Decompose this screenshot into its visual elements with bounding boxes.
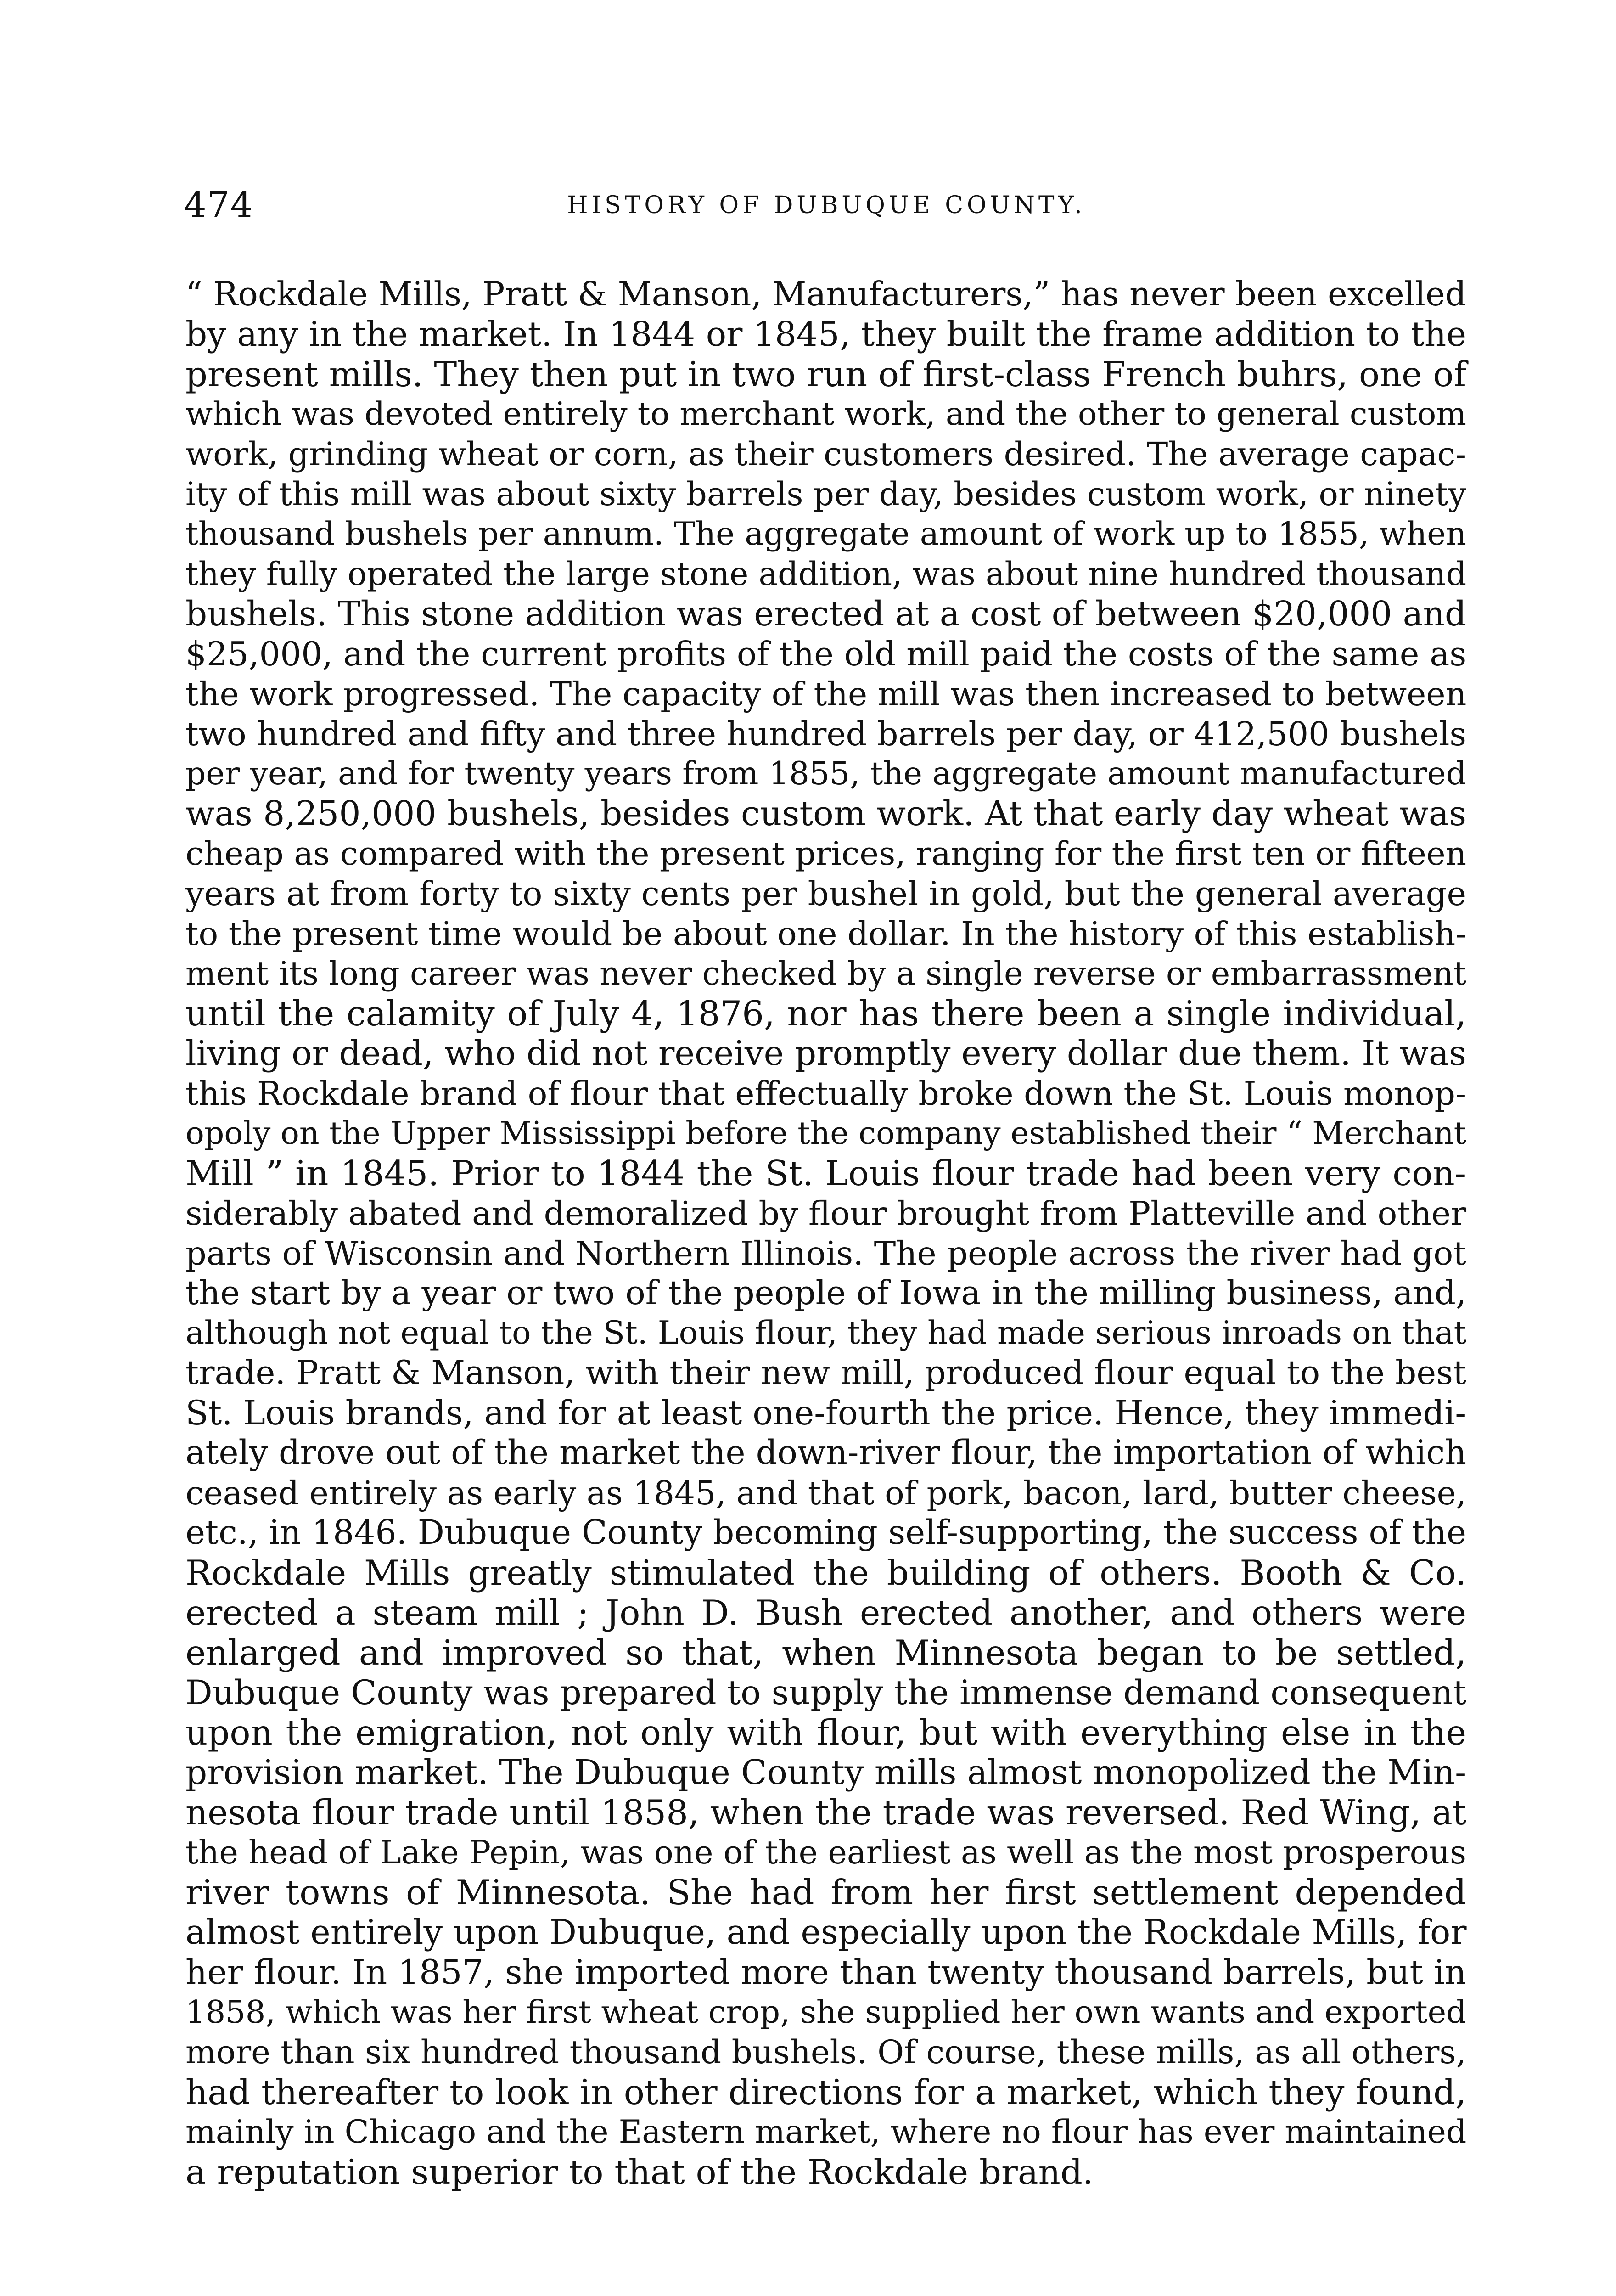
text-line: ity of this mill was about sixty barrels per day, besides custom work, or ninety <box>185 475 1466 513</box>
text-line: siderably abated and demoralized by flour brought from Platteville and other <box>185 1194 1466 1232</box>
text-line: erected a steam mill ; John D. Bush erected another, and others were <box>185 1593 1466 1633</box>
text-line: Rockdale Mills greatly stimulated the building of others. Booth & Co. <box>185 1553 1466 1593</box>
text-line: more than six hundred thousand bushels. Of course, these mills, as all others, <box>185 2033 1466 2071</box>
text-line: Mill ” in 1845. Prior to 1844 the St. Louis flour trade had been very con- <box>185 1153 1466 1193</box>
text-line: this Rockdale brand of flour that effectually broke down the St. Louis monop- <box>185 1075 1466 1113</box>
text-line: thousand bushels per annum. The aggregate amount of work up to 1855, when <box>185 516 1466 552</box>
text-line: ately drove out of the market the down-river flour, the importation of which <box>185 1434 1466 1472</box>
text-line: the head of Lake Pepin, was one of the earliest as well as the most prosperous <box>185 1834 1466 1871</box>
text-line: per year, and for twenty years from 1855, the aggregate amount manufactured <box>185 755 1466 792</box>
text-line: opoly on the Upper Mississippi before the company established their “ Merchant <box>185 1115 1466 1152</box>
text-line: was 8,250,000 bushels, besides custom work. At that early day wheat was <box>185 794 1467 833</box>
text-line: river towns of Minnesota. She had from her first settlement depended <box>185 1872 1466 1913</box>
text-line: almost entirely upon Dubuque, and especially upon the Rockdale Mills, for <box>185 1913 1467 1952</box>
text-line: mainly in Chicago and the Eastern market, where no flour has ever maintained <box>185 2114 1467 2150</box>
text-line: bushels. This stone addition was erected at a cost of between $20,000 and <box>185 595 1467 634</box>
text-line: which was devoted entirely to merchant work, and the other to general custom <box>185 396 1466 433</box>
text-line: by any in the market. In 1844 or 1845, they built the frame addition to the <box>185 315 1466 354</box>
text-line: present mills. They then put in two run of first-class French buhrs, one of <box>185 355 1466 394</box>
page-number: 474 <box>184 185 253 226</box>
text-line: to the present time would be about one dollar. In the history of this establish- <box>185 915 1467 953</box>
text-line: they fully operated the large stone addition, was about nine hundred thousand <box>185 556 1467 593</box>
text-line: enlarged and improved so that, when Minnesota began to be settled, <box>185 1632 1466 1673</box>
text-line: ment its long career was never checked by a single reverse or embarrassment <box>185 955 1466 992</box>
text-line: work, grinding wheat or corn, as their customers desired. The average capac- <box>185 435 1466 473</box>
body-paragraph <box>185 275 1466 2192</box>
text-line: trade. Pratt & Manson, with their new mill, produced flour equal to the best <box>185 1354 1466 1392</box>
text-line: nesota flour trade until 1858, when the trade was reversed. Red Wing, at <box>185 1792 1466 1833</box>
text-line: ceased entirely as early as 1845, and that of pork, bacon, lard, butter cheese, <box>185 1474 1466 1512</box>
text-line: Dubuque County was prepared to supply the immense demand consequent <box>185 1673 1467 1712</box>
text-line: the start by a year or two of the people of Iowa in the milling business, and, <box>185 1274 1466 1312</box>
text-line: parts of Wisconsin and Northern Illinois. The people across the river had got <box>185 1234 1466 1272</box>
text-line: cheap as compared with the present prices, ranging for the first ten or fifteen <box>185 835 1467 872</box>
text-line: until the calamity of July 4, 1876, nor has there been a single individual, <box>185 993 1466 1034</box>
text-line: her flour. In 1857, she imported more than twenty thousand barrels, but in <box>185 1953 1466 1992</box>
text-line: had thereafter to look in other directions for a market, which they found, <box>185 2072 1466 2112</box>
text-line: years at from forty to sixty cents per bushel in gold, but the general average <box>185 874 1466 913</box>
text-line: although not equal to the St. Louis flour, they had made serious inroads on that <box>185 1315 1467 1351</box>
text-line: 1858, which was her first wheat crop, she supplied her own wants and exported <box>185 1994 1466 2031</box>
text-line: a reputation superior to that of the Rockdale brand. <box>185 2152 1094 2192</box>
text-line: etc., in 1846. Dubuque County becoming self-supporting, the success of the <box>185 1514 1466 1552</box>
running-head <box>184 180 1469 231</box>
running-title: HISTORY OF DUBUQUE COUNTY. <box>567 191 1086 219</box>
text-line: living or dead, who did not receive promptly every dollar due them. It was <box>185 1034 1466 1073</box>
text-line: upon the emigration, not only with flour, but with everything else in the <box>185 1712 1466 1753</box>
text-line: provision market. The Dubuque County mills almost monopolized the Min- <box>185 1753 1466 1792</box>
text-line: $25,000, and the current profits of the old mill paid the costs of the same as <box>185 635 1467 673</box>
text-line: “ Rockdale Mills, Pratt & Manson, Manufacturers,” has never been excelled <box>185 275 1466 314</box>
text-line: two hundred and fifty and three hundred barrels per day, or 412,500 bushels <box>185 715 1466 753</box>
text-line: the work progressed. The capacity of the mill was then increased to between <box>185 675 1467 713</box>
text-line: St. Louis brands, and for at least one-fourth the price. Hence, they immedi- <box>185 1394 1466 1433</box>
